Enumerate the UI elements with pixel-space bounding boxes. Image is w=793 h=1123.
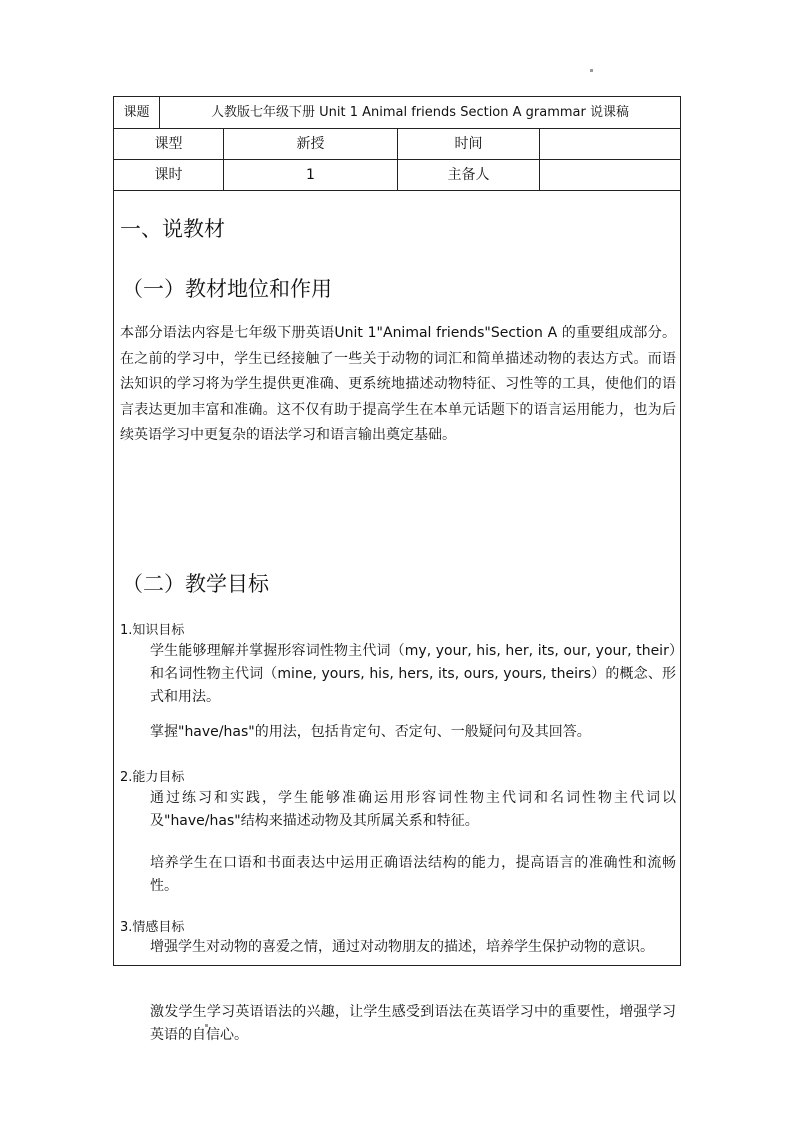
preparer-label-cell: 主备人 <box>398 160 540 190</box>
period-value-cell: 1 <box>224 160 398 190</box>
lesson-plan-table <box>113 96 681 1043</box>
goal-emotion-title: 3.情感目标 <box>120 920 185 935</box>
type-label-cell: 课型 <box>114 129 224 159</box>
goal-ability-item: 通过练习和实践，学生能够准确运用形容词性物主代词和名词性物主代词以及"have/has"结构来描述动物及其所属关系和特征。 <box>150 790 676 829</box>
goal-knowledge-item: 学生能够理解并掌握形容词性物主代词（my, your, his, her, its, our, your, their）和名词性物主代词（mine, yours, his, hers, its, ours, yours, theirs）的概念、形式和用法。 <box>150 643 676 705</box>
table-row-type <box>114 129 680 160</box>
textbook-role-paragraph: 本部分语法内容是七年级下册英语Unit 1"Animal friends"Section A 的重要组成部分。在之前的学习中，学生已经接触了一些关于动物的词汇和简单描述动物的表达方式。而语法知识的学习将为学生提供更准确、更系统地描述动物特征、习性等的工具，使他们的语言表达更加丰富和准确。这不仅有助于提高学生在本单元话题下的语言运用能力，也为后续英语学习中更复杂的语法学习和语言输出奠定基础。 <box>120 325 676 443</box>
goal-emotion-item: 激发学生学习英语语法的兴趣，让学生感受到语法在英语学习中的重要性，增强学习英语的自信心。 <box>150 1004 676 1043</box>
subsection-title-teaching-goals: （二）教学目标 <box>122 572 269 596</box>
topic-title-cell: 人教版七年级下册 Unit 1 Animal friends Section A grammar 说课稿 <box>211 105 629 120</box>
page-mark-top-right <box>590 69 593 72</box>
subsection-title-position-role: （一）教材地位和作用 <box>122 277 332 301</box>
goal-knowledge-item: 掌握"have/has"的用法，包括肯定句、否定句、一般疑问句及其回答。 <box>150 724 591 740</box>
topic-label-cell: 课题 <box>114 97 160 128</box>
table-row-period <box>114 160 680 191</box>
preparer-value-cell <box>540 160 680 190</box>
goal-knowledge-title: 1.知识目标 <box>120 623 185 638</box>
type-value-cell: 新授 <box>224 129 398 159</box>
goal-ability-item: 培养学生在口语和书面表达中运用正确语法结构的能力，提高语言的准确性和流畅性。 <box>150 855 676 894</box>
section-title: 一、说教材 <box>120 217 225 241</box>
time-value-cell <box>540 129 680 159</box>
lesson-content <box>114 191 680 1043</box>
goal-ability-title: 2.能力目标 <box>120 770 185 785</box>
goal-emotion-item: 增强学生对动物的喜爱之情，通过对动物朋友的描述，培养学生保护动物的意识。 <box>150 939 654 955</box>
time-label-cell: 时间 <box>398 129 540 159</box>
table-row-topic <box>114 97 680 129</box>
period-label-cell: 课时 <box>114 160 224 190</box>
